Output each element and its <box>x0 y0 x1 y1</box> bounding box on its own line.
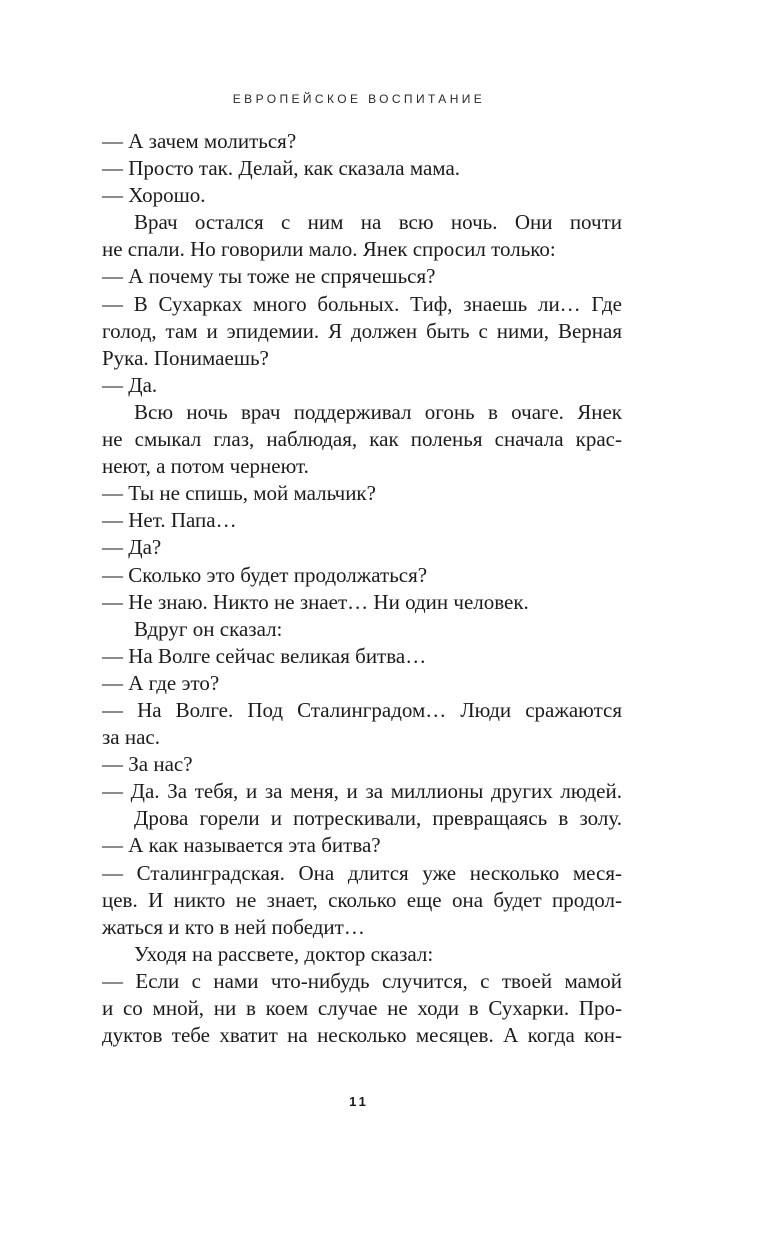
text-line: — Да? <box>102 535 162 560</box>
text-line: — За нас? <box>102 752 193 777</box>
text-line: — А почему ты тоже не спрячешься? <box>102 264 436 289</box>
text-line: голод, там и эпидемии. Я должен быть с ними, Верная <box>102 318 622 343</box>
text-line: неют, а потом чернеют. <box>102 454 309 479</box>
text-line: — Ты не спишь, мой мальчик? <box>102 481 376 506</box>
text-line: — На Волге сейчас великая битва… <box>102 643 427 668</box>
text-line: — Если с нами что-нибудь случится, с твоей мамой <box>102 968 622 993</box>
text-line: — На Волге. Под Сталинградом… Люди сражаются <box>102 697 622 722</box>
page-number: 11 <box>349 1094 369 1109</box>
text-line: — А как называется эта битва? <box>102 833 381 858</box>
text-line: — А зачем молиться? <box>102 129 297 153</box>
text-line: дуктов тебе хватит на несколько месяцев. А когда кон- <box>102 1023 622 1048</box>
text-line: Вдруг он сказал: <box>134 616 283 641</box>
text-line: — Сколько это будет продолжаться? <box>102 562 428 587</box>
running-head: ЕВРОПЕЙСКОЕ ВОСПИТАНИЕ <box>232 92 486 106</box>
text-line: — Сталинградская. Она длится уже несколько меся- <box>102 860 622 885</box>
text-line: не спали. Но говорили мало. Янек спросил только: <box>102 237 556 262</box>
text-line: Уходя на рассвете, доктор сказал: <box>134 941 434 966</box>
text-line: — Не знаю. Никто не знает… Ни один человек. <box>102 589 529 614</box>
text-line: не смыкал глаз, наблюдая, как поленья сначала крас- <box>102 427 622 452</box>
text-line: цев. И никто не знает, сколько еще она будет продол- <box>102 887 622 912</box>
text-line: и со мной, ни в коем случае не ходи в Сухарки. Про- <box>102 996 622 1020</box>
text-line: — В Сухарках много больных. Тиф, знаешь ли… Где <box>102 291 622 316</box>
text-line: за нас. <box>102 725 160 750</box>
body-text <box>102 128 622 1049</box>
text-line: — Да. За тебя, и за меня, и за миллионы других людей. <box>102 779 622 804</box>
text-line: — А где это? <box>102 670 220 695</box>
text-line: Всю ночь врач поддерживал огонь в очаге. Янек <box>134 399 622 424</box>
text-line: — Да. <box>102 372 158 397</box>
text-line: — Хорошо. <box>102 183 206 208</box>
text-line: Рука. Понимаешь? <box>102 345 269 370</box>
text-line: — Нет. Папа… <box>102 508 237 533</box>
text-line: — Просто так. Делай, как сказала мама. <box>102 156 461 181</box>
text-line: Дрова горели и потрескивали, превращаясь в золу. <box>134 806 622 831</box>
text-line: жаться и кто в ней победит… <box>102 914 365 939</box>
text-line: Врач остался с ним на всю ночь. Они почти <box>134 210 622 235</box>
